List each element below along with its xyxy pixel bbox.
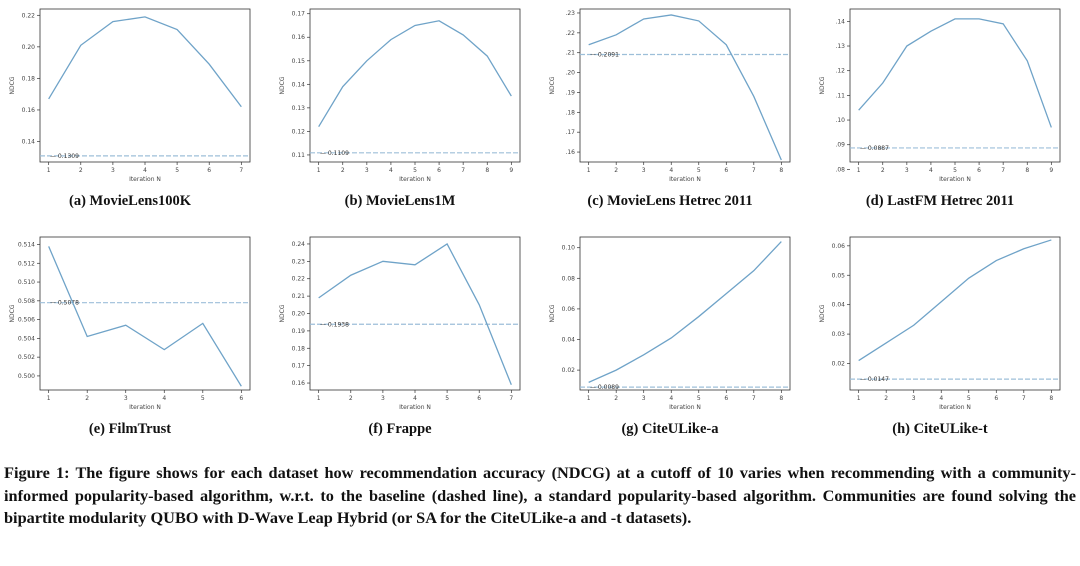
ndcg-series-line	[589, 15, 782, 160]
y-tick-label: 0.19	[291, 327, 305, 335]
y-tick-label: 0.18	[291, 345, 305, 353]
chart-panel	[0, 228, 260, 437]
line-chart	[810, 0, 1070, 186]
y-tick-label: .19	[565, 89, 575, 97]
y-axis-label: NDCG	[549, 304, 556, 323]
baseline-label: — 0.0089	[590, 384, 619, 392]
y-tick-label: 0.14	[291, 81, 305, 89]
x-tick-label: 6	[977, 167, 981, 174]
y-tick-label: 0.06	[561, 305, 575, 313]
baseline-label: — 0.0887	[860, 144, 889, 152]
ndcg-series-line	[319, 21, 512, 127]
x-tick-label: 6	[724, 395, 729, 402]
y-tick-label: 0.04	[831, 301, 845, 309]
x-tick-label: 1	[586, 167, 591, 174]
x-tick-label: 2	[880, 167, 885, 174]
x-tick-label: 3	[380, 395, 385, 402]
x-tick-label: 5	[696, 395, 701, 402]
x-tick-label: 3	[641, 395, 646, 402]
x-tick-label: 4	[143, 167, 147, 174]
x-tick-label: 8	[1025, 167, 1030, 174]
x-tick-label: 9	[509, 167, 514, 174]
y-tick-label: 0.14	[21, 138, 35, 146]
x-tick-label: 7	[509, 395, 514, 402]
subfigure-caption: (f) Frappe	[368, 421, 432, 437]
x-tick-label: 3	[110, 167, 115, 174]
y-tick-label: .23	[565, 9, 575, 17]
x-tick-label: 3	[123, 395, 128, 402]
plot-frame	[850, 9, 1060, 162]
y-tick-label: .20	[565, 69, 575, 77]
y-tick-label: .09	[835, 141, 845, 149]
subfigure-caption: (a) MovieLens100K	[68, 193, 192, 209]
baseline-label: — 0.1109	[320, 149, 349, 157]
x-tick-label: 7	[751, 395, 756, 402]
y-tick-label: 0.504	[17, 335, 35, 343]
x-axis-label: Iteration N	[399, 404, 431, 411]
y-tick-label: .08	[835, 166, 845, 174]
y-axis-label: NDCG	[819, 76, 826, 95]
x-tick-label: 3	[911, 395, 916, 402]
x-axis-label: Iteration N	[129, 176, 161, 183]
baseline-label: — 0.0147	[860, 376, 889, 384]
plot-frame	[310, 9, 520, 162]
plot-frame	[40, 237, 250, 390]
x-tick-label: 8	[779, 167, 784, 174]
y-tick-label: 0.18	[21, 75, 35, 83]
chart-panel	[270, 228, 530, 437]
chart-panel	[810, 228, 1070, 437]
y-tick-label: 0.08	[561, 275, 575, 283]
x-tick-label: 5	[953, 167, 957, 174]
subfigure-caption: (h) CiteULike-t	[892, 421, 988, 437]
y-tick-label: 0.512	[17, 260, 35, 268]
x-tick-label: 1	[586, 395, 591, 402]
y-tick-label: 0.12	[291, 128, 305, 136]
subfigure-caption: (d) LastFM Hetrec 2011	[865, 193, 1015, 209]
y-tick-label: .16	[565, 149, 575, 157]
plot-frame	[310, 237, 520, 390]
y-tick-label: 0.510	[17, 279, 35, 287]
chart-panel	[540, 0, 800, 209]
chart-panel	[270, 0, 530, 209]
y-tick-label: 0.506	[17, 316, 35, 324]
y-tick-label: 0.16	[21, 106, 35, 114]
line-chart	[810, 228, 1070, 414]
plot-frame	[850, 237, 1060, 390]
y-tick-label: .14	[835, 18, 845, 26]
x-axis-label: Iteration N	[399, 176, 431, 183]
x-tick-label: 8	[779, 395, 784, 402]
x-tick-label: 3	[904, 167, 909, 174]
y-tick-label: .18	[565, 109, 575, 117]
y-tick-label: 0.508	[17, 297, 35, 305]
ndcg-series-line	[49, 246, 242, 386]
y-tick-label: .10	[835, 117, 845, 125]
x-tick-label: 4	[939, 395, 944, 402]
ndcg-series-line	[589, 242, 782, 383]
x-tick-label: 1	[46, 395, 51, 402]
y-tick-label: 0.16	[291, 380, 305, 388]
x-tick-label: 7	[751, 167, 756, 174]
x-tick-label: 6	[724, 167, 729, 174]
x-tick-label: 9	[1049, 167, 1054, 174]
y-tick-label: 0.05	[831, 272, 845, 280]
y-axis-label: NDCG	[279, 76, 286, 95]
x-tick-label: 4	[929, 167, 933, 174]
x-tick-label: 2	[884, 395, 889, 402]
x-tick-label: 2	[85, 395, 90, 402]
y-tick-label: .17	[565, 129, 575, 137]
subfigure-caption: (b) MovieLens1M	[344, 193, 456, 209]
x-tick-label: 7	[461, 167, 466, 174]
baseline-label: — 0.5078	[50, 299, 79, 307]
y-tick-label: 0.22	[291, 275, 305, 283]
y-tick-label: 0.514	[17, 241, 35, 249]
y-tick-label: 0.11	[291, 151, 305, 159]
line-chart	[270, 0, 530, 186]
baseline-label: — 0.2091	[590, 51, 619, 59]
chart-panel	[0, 0, 260, 209]
x-tick-label: 6	[239, 395, 244, 402]
y-tick-label: 0.22	[21, 12, 35, 20]
x-tick-label: 1	[856, 395, 861, 402]
y-tick-label: 0.500	[17, 372, 35, 380]
y-tick-label: 0.21	[291, 293, 305, 301]
ndcg-series-line	[859, 240, 1052, 361]
y-tick-label: .13	[835, 43, 845, 51]
y-tick-label: 0.17	[291, 362, 305, 370]
x-tick-label: 3	[641, 167, 646, 174]
x-tick-label: 7	[1021, 395, 1026, 402]
x-tick-label: 6	[994, 395, 999, 402]
plot-frame	[40, 9, 250, 162]
y-axis-label: NDCG	[9, 304, 16, 323]
line-chart	[270, 228, 530, 414]
baseline-label: — 0.1309	[50, 152, 79, 160]
y-tick-label: 0.24	[291, 240, 305, 248]
x-tick-label: 8	[485, 167, 490, 174]
x-tick-label: 1	[856, 167, 861, 174]
x-tick-label: 5	[175, 167, 180, 174]
y-tick-label: 0.15	[291, 57, 305, 65]
y-tick-label: .12	[835, 67, 845, 75]
x-tick-label: 6	[207, 167, 212, 174]
subfigure-caption: (g) CiteULike-a	[621, 421, 719, 437]
y-tick-label: .11	[835, 92, 845, 100]
subfigure-caption: (c) MovieLens Hetrec 2011	[587, 193, 753, 209]
y-tick-label: 0.502	[17, 354, 35, 362]
x-tick-label: 5	[200, 395, 205, 402]
x-tick-label: 7	[1001, 167, 1006, 174]
y-axis-label: NDCG	[549, 76, 556, 95]
y-tick-label: 0.06	[831, 242, 845, 250]
y-tick-label: 0.20	[291, 310, 305, 318]
ndcg-series-line	[859, 19, 1052, 128]
x-tick-label: 3	[364, 167, 369, 174]
y-tick-label: 0.10	[561, 244, 575, 252]
y-tick-label: 0.16	[291, 34, 305, 42]
y-tick-label: 0.17	[291, 10, 305, 18]
x-tick-label: 4	[669, 167, 674, 174]
line-chart	[540, 0, 800, 186]
y-axis-label: NDCG	[9, 76, 16, 95]
x-tick-label: 4	[162, 395, 167, 402]
y-tick-label: 0.13	[291, 104, 305, 112]
x-tick-label: 2	[348, 395, 353, 402]
x-axis-label: Iteration N	[939, 176, 971, 183]
x-tick-label: 2	[614, 167, 619, 174]
x-tick-label: 7	[239, 167, 244, 174]
x-tick-label: 5	[445, 395, 450, 402]
baseline-label: — 0.1938	[320, 321, 349, 329]
x-axis-label: Iteration N	[669, 404, 701, 411]
line-chart	[0, 0, 260, 186]
y-tick-label: 0.02	[561, 367, 575, 375]
x-tick-label: 2	[78, 167, 83, 174]
x-tick-label: 1	[46, 167, 51, 174]
x-tick-label: 5	[413, 167, 417, 174]
line-chart	[0, 228, 260, 414]
x-tick-label: 1	[316, 167, 321, 174]
x-axis-label: Iteration N	[669, 176, 701, 183]
chart-panel	[540, 228, 800, 437]
ndcg-series-line	[319, 244, 512, 385]
x-tick-label: 4	[669, 395, 674, 402]
x-tick-label: 4	[413, 395, 417, 402]
x-tick-label: 2	[614, 395, 619, 402]
y-tick-label: 0.04	[561, 336, 575, 344]
y-axis-label: NDCG	[279, 304, 286, 323]
y-tick-label: 0.02	[831, 360, 845, 368]
plot-frame	[580, 237, 790, 390]
y-tick-label: .22	[565, 29, 575, 37]
y-axis-label: NDCG	[819, 304, 826, 323]
x-axis-label: Iteration N	[129, 404, 161, 411]
y-tick-label: 0.03	[831, 331, 845, 339]
y-tick-label: 0.20	[21, 43, 35, 51]
x-tick-label: 4	[389, 167, 393, 174]
y-tick-label: .21	[565, 49, 575, 57]
x-tick-label: 6	[477, 395, 482, 402]
y-tick-label: 0.23	[291, 258, 305, 266]
ndcg-series-line	[49, 17, 242, 107]
line-chart	[540, 228, 800, 414]
x-tick-label: 6	[437, 167, 441, 174]
x-tick-label: 2	[340, 167, 345, 174]
plot-frame	[580, 9, 790, 162]
figure-caption: Figure 1: The figure shows for each dataset how recommendation accuracy (NDCG) at a cutoff of 10 varies when recommending with a community-informed popularity-based algorithm, w.r.t. to the baseline (dashed line), a standard popularity-based algorithm. Communities are found solving the bipartite modularity QUBO with D-Wave Leap Hybrid (or SA for the CiteULike-a and -t datasets).	[4, 463, 1076, 527]
x-axis-label: Iteration N	[939, 404, 971, 411]
x-tick-label: 1	[316, 395, 321, 402]
chart-panel	[810, 0, 1070, 209]
x-tick-label: 5	[696, 167, 701, 174]
x-tick-label: 5	[966, 395, 971, 402]
subfigure-caption: (e) FilmTrust	[88, 421, 172, 437]
x-tick-label: 8	[1049, 395, 1054, 402]
